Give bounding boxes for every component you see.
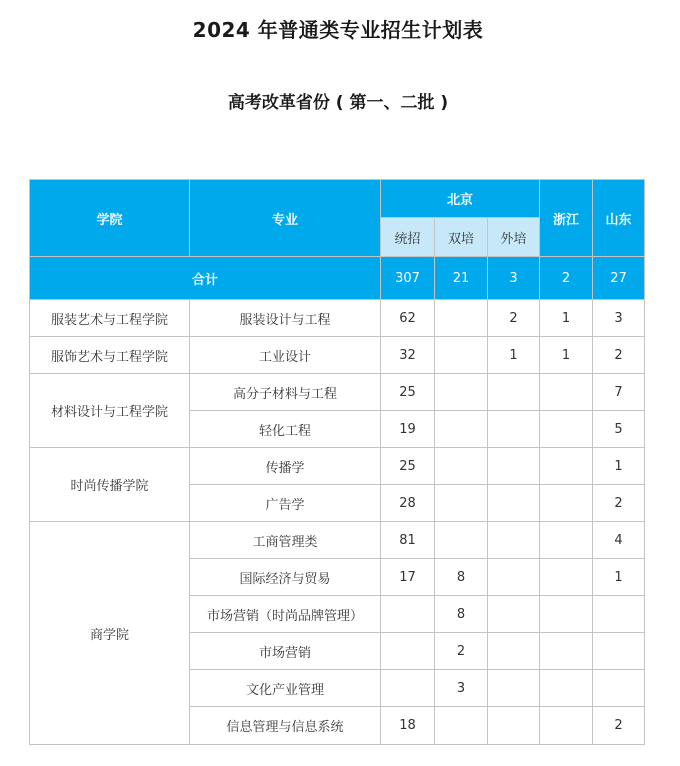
header-zhejiang: 浙江 [540,180,593,257]
major-cell: 高分子材料与工程 [190,374,381,411]
major-cell: 工业设计 [190,337,381,374]
quota-cell [540,522,593,559]
total-label: 合计 [30,257,381,300]
quota-cell [381,670,435,707]
quota-cell: 7 [593,374,645,411]
quota-cell [488,374,540,411]
quota-cell [488,633,540,670]
page-title: 2024 年普通类专业招生计划表 [192,18,484,42]
college-cell: 时尚传播学院 [30,448,190,522]
total-row [30,257,645,300]
major-cell: 传播学 [190,448,381,485]
quota-cell [540,559,593,596]
quota-cell [540,411,593,448]
quota-cell [540,448,593,485]
major-cell: 文化产业管理 [190,670,381,707]
total-value: 21 [435,257,488,300]
quota-cell: 81 [381,522,435,559]
quota-cell: 1 [593,448,645,485]
major-cell: 国际经济与贸易 [190,559,381,596]
table-row [30,337,645,374]
major-cell: 市场营销（时尚品牌管理） [190,596,381,633]
header-shandong: 山东 [593,180,645,257]
major-cell: 信息管理与信息系统 [190,707,381,745]
total-value: 27 [593,257,645,300]
header-beijing-shuangpei: 双培 [435,218,488,257]
quota-cell [488,670,540,707]
quota-cell: 3 [593,300,645,337]
quota-cell: 25 [381,448,435,485]
quota-cell: 3 [435,670,488,707]
table-row [30,522,645,559]
quota-cell [488,485,540,522]
major-cell: 服装设计与工程 [190,300,381,337]
total-value: 3 [488,257,540,300]
quota-cell [540,596,593,633]
quota-cell: 62 [381,300,435,337]
quota-cell: 5 [593,411,645,448]
quota-cell [488,707,540,745]
quota-cell: 32 [381,337,435,374]
quota-cell [435,707,488,745]
quota-cell [435,337,488,374]
quota-cell [488,522,540,559]
college-cell: 商学院 [30,522,190,745]
major-cell: 工商管理类 [190,522,381,559]
table-row [30,448,645,485]
quota-cell: 2 [593,485,645,522]
quota-cell: 25 [381,374,435,411]
quota-cell: 8 [435,596,488,633]
quota-cell: 2 [593,337,645,374]
quota-cell [593,670,645,707]
quota-cell: 8 [435,559,488,596]
table-row [30,374,645,411]
quota-cell: 1 [540,300,593,337]
page-subtitle: 高考改革省份 ( 第一、二批 ) [227,93,449,113]
quota-cell [488,411,540,448]
header-major: 专业 [190,180,381,257]
header-college: 学院 [30,180,190,257]
total-value: 2 [540,257,593,300]
quota-cell [381,596,435,633]
quota-cell [435,522,488,559]
college-cell: 服装艺术与工程学院 [30,300,190,337]
quota-cell [540,633,593,670]
quota-cell [435,300,488,337]
quota-cell [435,374,488,411]
quota-cell: 2 [593,707,645,745]
quota-cell [488,559,540,596]
quota-cell: 18 [381,707,435,745]
table-row [30,300,645,337]
quota-cell [540,374,593,411]
quota-cell [488,596,540,633]
quota-cell [435,448,488,485]
quota-cell: 4 [593,522,645,559]
quota-cell: 19 [381,411,435,448]
quota-cell [488,448,540,485]
quota-cell [435,485,488,522]
quota-cell [540,670,593,707]
college-cell: 服饰艺术与工程学院 [30,337,190,374]
quota-cell: 2 [488,300,540,337]
quota-cell [593,633,645,670]
quota-cell: 1 [593,559,645,596]
quota-cell: 17 [381,559,435,596]
quota-cell: 2 [435,633,488,670]
header-beijing-tongzhao: 统招 [381,218,435,257]
total-value: 307 [381,257,435,300]
enrollment-plan-table [29,179,645,745]
quota-cell: 1 [540,337,593,374]
header-beijing: 北京 [381,180,540,218]
quota-cell [540,707,593,745]
quota-cell [593,596,645,633]
quota-cell [540,485,593,522]
header-beijing-waipei: 外培 [488,218,540,257]
major-cell: 市场营销 [190,633,381,670]
quota-cell [435,411,488,448]
quota-cell: 28 [381,485,435,522]
quota-cell [381,633,435,670]
college-cell: 材料设计与工程学院 [30,374,190,448]
major-cell: 广告学 [190,485,381,522]
major-cell: 轻化工程 [190,411,381,448]
quota-cell: 1 [488,337,540,374]
